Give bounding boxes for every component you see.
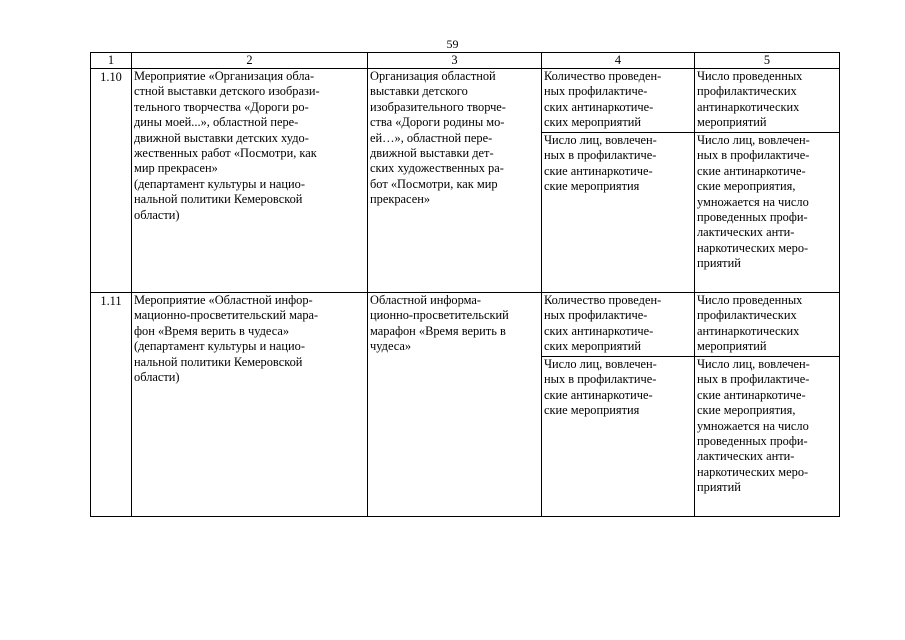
table-row — [91, 293, 840, 357]
method-cell: Число проведенных профилактических антинаркотических мероприятий — [695, 69, 840, 133]
table-row — [91, 69, 840, 133]
header-cell-3: 3 — [368, 53, 542, 69]
header-cell-1: 1 — [91, 53, 132, 69]
indicator-cell: Количество проведен- ных профилактиче- ских антинаркотиче- ских мероприятий — [542, 69, 695, 133]
method-cell: Число проведенных профилактических антинаркотических мероприятий — [695, 293, 840, 357]
header-cell-4: 4 — [542, 53, 695, 69]
event-name: Областной информа- ционно-просветительский марафон «Время верить в чудеса» — [368, 293, 542, 517]
event-description: Мероприятие «Организация обла- стной выставки детского изобрази- тельного творчества «Дороги ро- дины моей...», областной пере- движной выставки детских худо- жественных работ «Посмотри, как мир прекрасен» (департамент культуры и нацио- нальной политики Кемеровской области) — [132, 69, 368, 293]
page-number: 59 — [446, 37, 459, 51]
row-number: 1.10 — [91, 69, 132, 293]
indicator-cell: Число лиц, вовлечен- ных в профилактиче- ские антинаркотиче- ские мероприятия — [542, 133, 695, 293]
header-cell-2: 2 — [132, 53, 368, 69]
header-cell-5: 5 — [695, 53, 840, 69]
row-number: 1.11 — [91, 293, 132, 517]
event-description: Мероприятие «Областной инфор- мационно-просветительский мара- фон «Время верить в чудеса» (департамент культуры и нацио- нальной политики Кемеровской области) — [132, 293, 368, 517]
table-header-row — [91, 53, 840, 69]
indicator-cell: Количество проведен- ных профилактиче- ских антинаркотиче- ских мероприятий — [542, 293, 695, 357]
indicator-cell: Число лиц, вовлечен- ных в профилактиче- ские антинаркотиче- ские мероприятия — [542, 357, 695, 517]
event-name: Организация областной выставки детского изобразительного творче- ства «Дороги родины мо- ей…», областной пере- движной выставки дет- ских художественных ра- бот «Посмотри, как мир прекрасен» — [368, 69, 542, 293]
method-cell: Число лиц, вовлечен- ных в профилактиче- ские антинаркотиче- ские мероприятия, умножается на число проведенных профи- лактических анти- наркотических меро- приятий — [695, 357, 840, 517]
method-cell: Число лиц, вовлечен- ных в профилактиче- ские антинаркотиче- ские мероприятия, умножается на число проведенных профи- лактических анти- наркотических меро- приятий — [695, 133, 840, 293]
program-table — [90, 52, 840, 517]
